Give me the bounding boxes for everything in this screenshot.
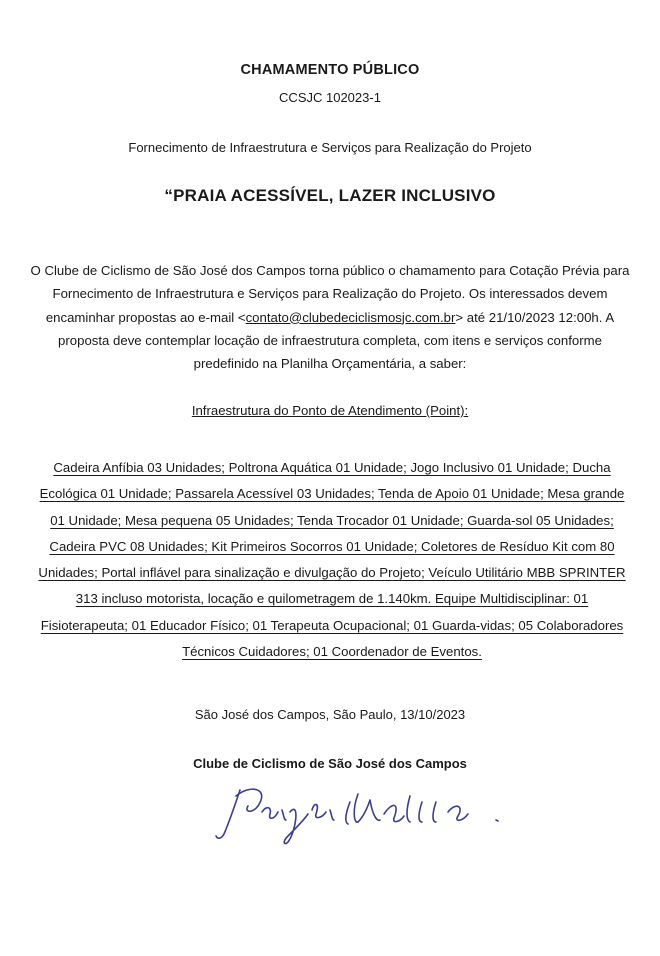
contact-email-link[interactable]: contato@clubedeciclismosjc.com.br xyxy=(245,309,456,325)
signature-image xyxy=(200,772,530,852)
document-code: CCSJC 102023-1 xyxy=(279,90,381,105)
items-paragraph: Cadeira Anfíbia 03 Unidades; Poltrona Aquática 01 Unidade; Jogo Inclusivo 01 Unidade; Ducha Ecológica 01 Unidade; Passarela Acessível 03 Unidades; Tenda de Apoio 01 Unidade; Mesa grande 01 Unidade; Mesa pequena 05 Unidades; Tenda Trocador 01 Unidade; Guarda-sol 05 Unidades; Cadeira PVC 08 Unidades; Kit Primeiros Socorros 01 Unidade; Coletores de Resíduo Kit com 80 Unidades; Portal inflável para sinalização e divulgação do Projeto; Veículo Utilitário MBB SPRINTER 313 incluso motorista, locação e quilometragem de 1.140km. Equipe Multidisciplinar: 01 Fisioterapeuta; 01 Educador Físico; 01 Terapeuta Ocupacional; 01 Guarda-vidas; 05 Colaboradores Técnicos Cuidadores; 01 Coordenador de Eventos. xyxy=(38,460,626,660)
document-title: CHAMAMENTO PÚBLICO xyxy=(240,62,420,78)
signer-name: Clube de Ciclismo de São José dos Campos xyxy=(193,756,467,771)
intro-paragraph xyxy=(30,259,630,375)
place-date: São José dos Campos, São Paulo, 13/10/2023 xyxy=(194,707,466,722)
document-subtitle: Fornecimento de Infraestrutura e Serviços para Realização do Projeto xyxy=(128,140,532,155)
intro-text-before-email: O Clube de Ciclismo de São José dos Campos torna público o chamamento para Cotação Prévia para Fornecimento de Infraestrutura e Serviços para Realização do Projeto. Os interessados devem encaminhar propostas ao e-mail < xyxy=(30,263,630,325)
project-name: “PRAIA ACESSÍVEL, LAZER INCLUSIVO xyxy=(164,186,496,205)
section-title: Infraestrutura do Ponto de Atendimento (Point): xyxy=(191,403,469,418)
intro-text-after-email: > até 21/10/2023 12:00h. A proposta deve contemplar locação de infraestrutura completa, com itens e serviços conforme predefinido na Planilha Orçamentária, a saber: xyxy=(58,309,615,372)
